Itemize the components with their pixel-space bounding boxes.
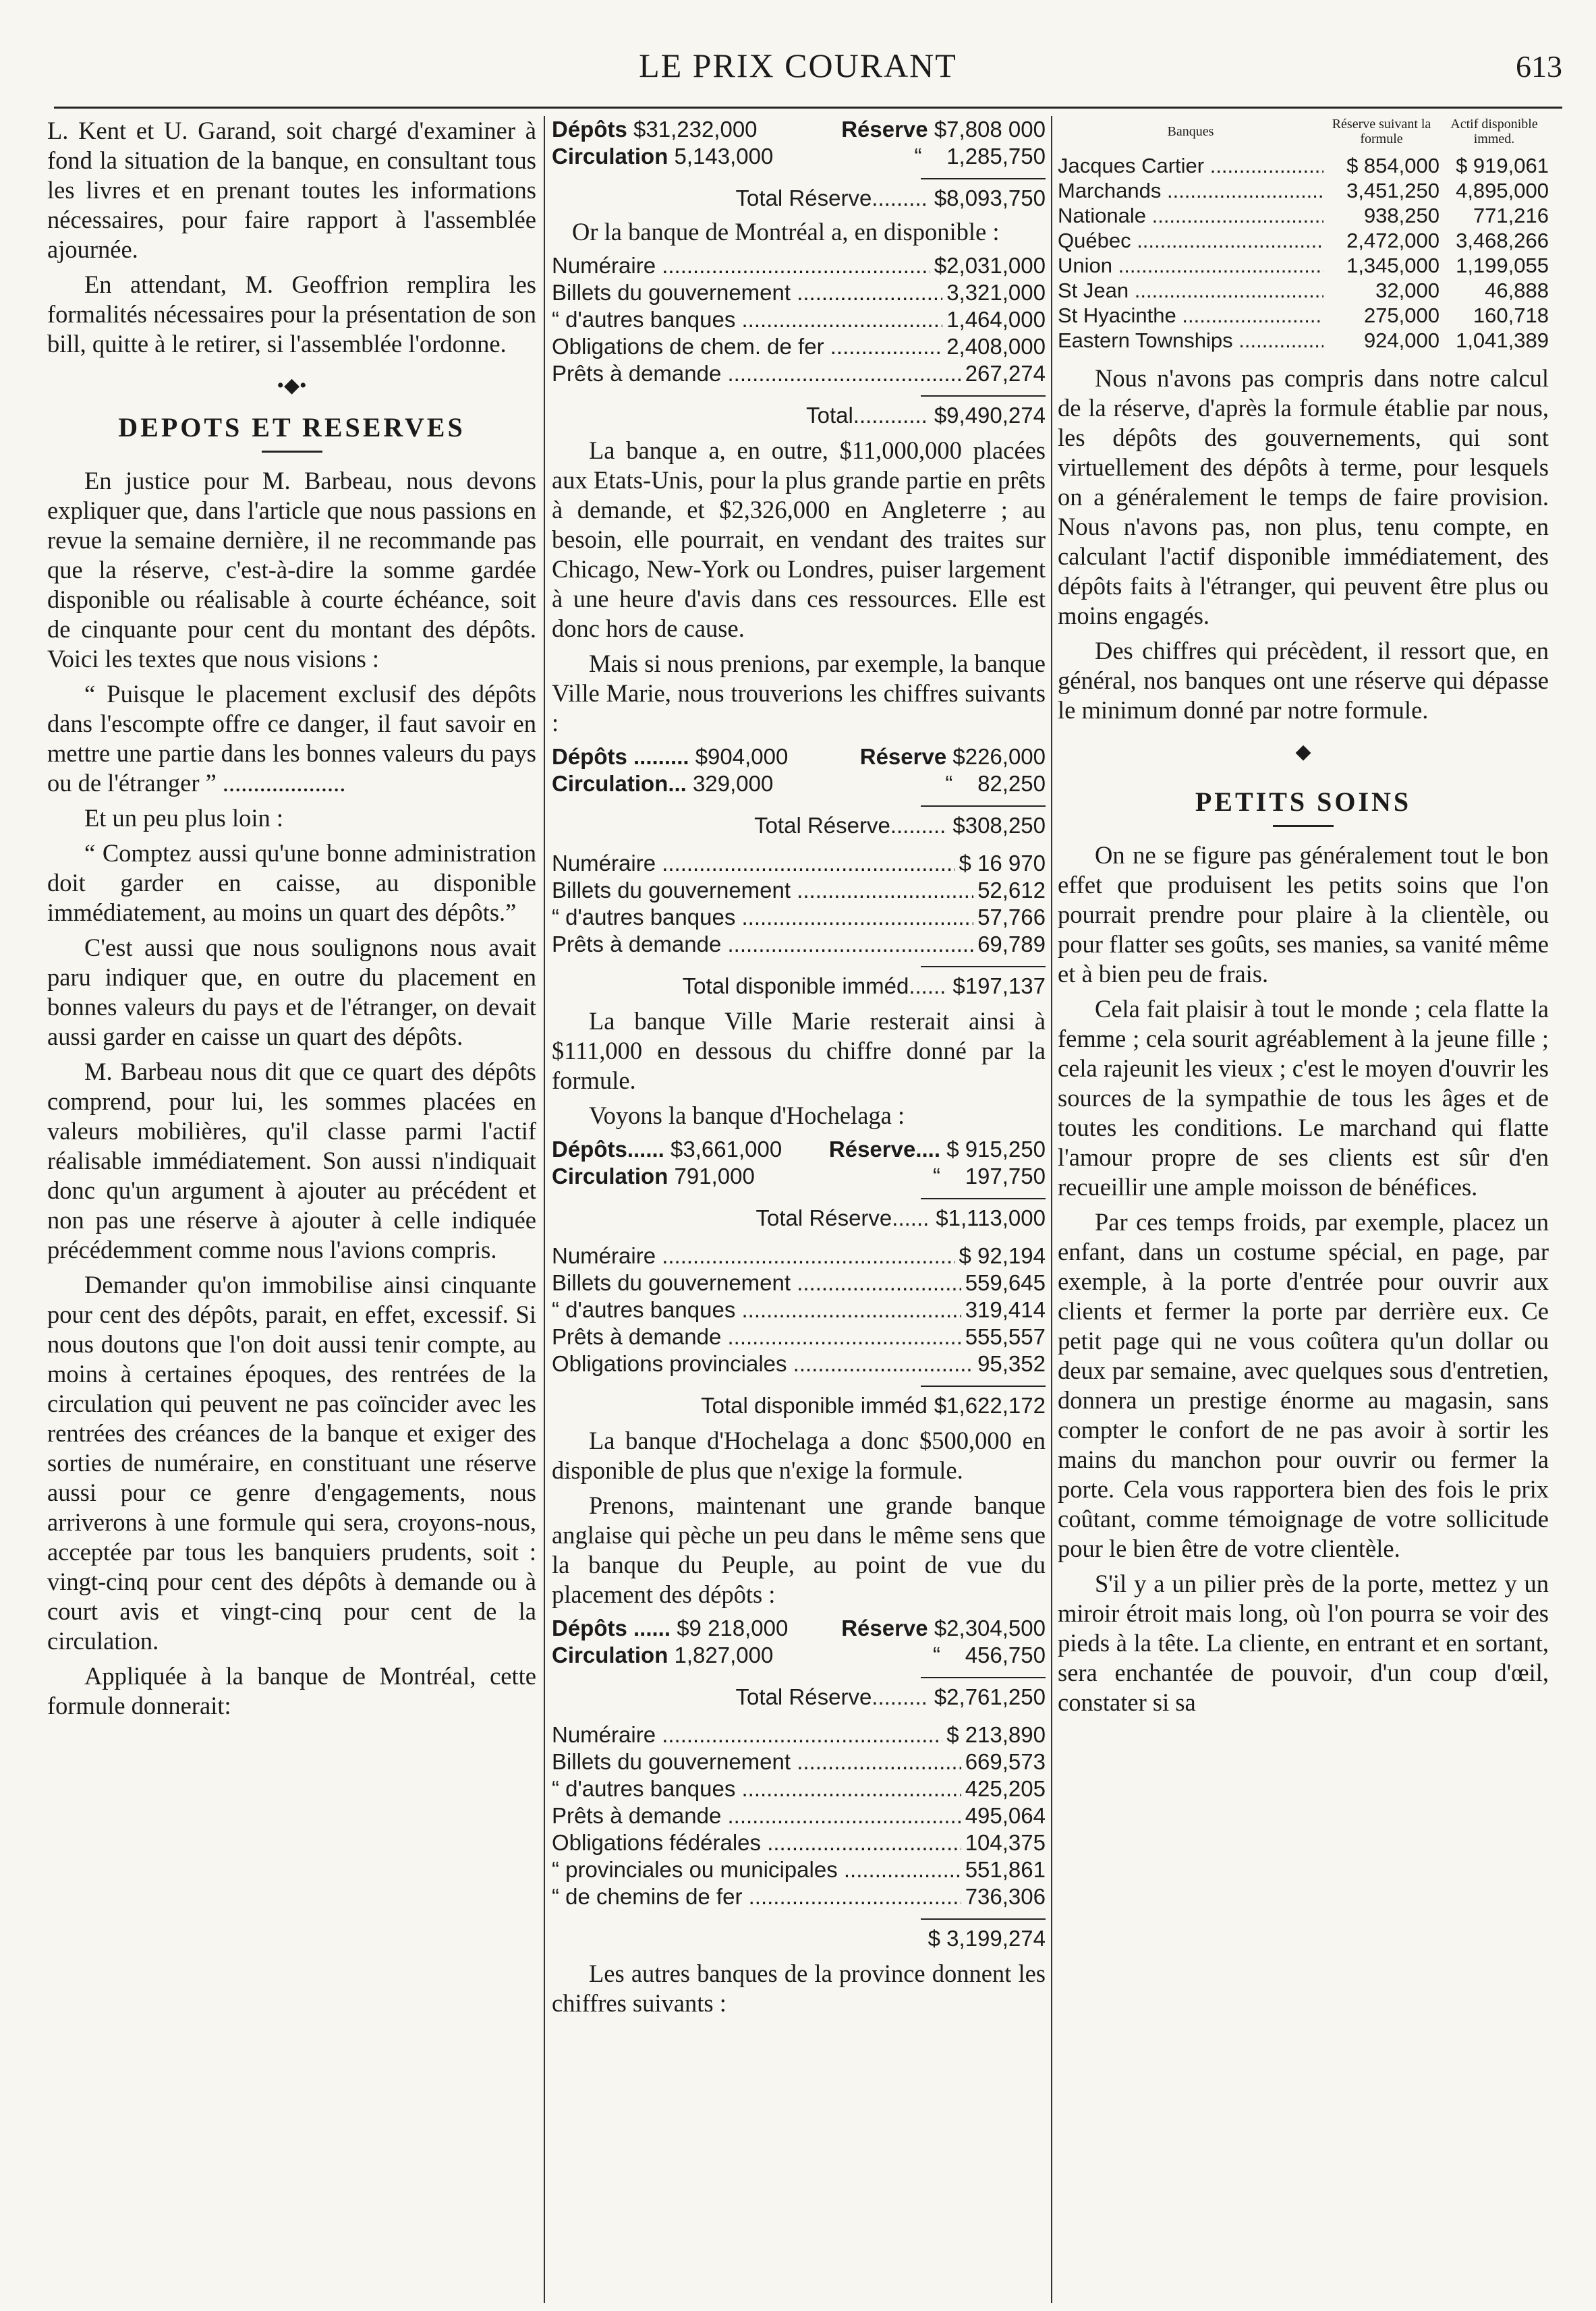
bank-reserve: 1,345,000 (1346, 254, 1440, 277)
paragraph: Et un peu plus loin : (84, 804, 284, 832)
circulation-row: Circulation... 329,000 “ 82,250 (552, 771, 1046, 796)
bank-name: Union ..... (1058, 253, 1323, 278)
row-value: 555,557 (965, 1324, 1046, 1349)
row-value: 2,408,000 (946, 334, 1046, 359)
row-label: “ d'autres banques ..... (552, 306, 942, 333)
total-row: $ 3,199,274 (928, 1926, 1046, 1951)
table-row (552, 1856, 1046, 1883)
row-label: Prêts à demande ..... (552, 931, 973, 958)
row-label: “ de chemins de fer ..... (552, 1883, 961, 1910)
row-value: $ 213,890 (946, 1722, 1046, 1747)
paragraph: C'est aussi que nous soulignons nous avait paru indiquer que, en outre du placement en bonnes valeurs du pays et de l'étranger, on devait aussi garder en caisse un quart des dépôts. (47, 934, 536, 1050)
table-row (552, 1721, 1046, 1748)
table-row (552, 877, 1046, 904)
row-value: 104,375 (965, 1830, 1046, 1855)
row-label: Billets du gouvernement ..... (552, 1748, 961, 1775)
disponible-table (552, 1721, 1046, 1910)
quote: “ Puisque le placement exclusif des dépôts dans l'escompte offre ce danger, il faut savoir en mettre une partie dans les bonnes valeurs du pays ou de l'étranger ” .................... (47, 680, 536, 797)
circulation-row: Circulation 5,143,000 “ 1,285,750 (552, 144, 1046, 169)
bank-reserve: 3,451,250 (1346, 179, 1440, 202)
section-rule (262, 451, 322, 453)
table-row (552, 333, 1046, 360)
table-row (1058, 328, 1549, 353)
table-row (552, 904, 1046, 931)
bank-actif: 771,216 (1473, 204, 1549, 227)
column-divider (544, 116, 545, 2303)
row-value: 736,306 (965, 1884, 1046, 1909)
paragraph: Appliquée à la banque de Montréal, cette formule donnerait: (47, 1662, 536, 1719)
sum-rule (921, 1198, 1046, 1199)
row-label: Obligations de chem. de fer ..... (552, 333, 942, 360)
table-row (552, 1802, 1046, 1829)
row-label: “ d'autres banques ..... (552, 1775, 961, 1802)
circulation-row: Circulation 1,827,000 “ 456,750 (552, 1643, 1046, 1667)
column-divider (1051, 116, 1052, 2303)
row-label: Obligations provinciales ..... (552, 1350, 973, 1377)
col-head-actif: Actif disponible immed. (1450, 117, 1538, 146)
table-row (552, 1829, 1046, 1856)
row-label: “ d'autres banques ..... (552, 904, 973, 931)
paragraph: Les autres banques de la province donnent les chiffres suivants : (552, 1960, 1046, 2017)
paragraph: Mais si nous prenions, par exemple, la banque Ville Marie, nous trouverions les chiffres suivants : (552, 650, 1046, 737)
bank-name: Nationale ..... (1058, 203, 1323, 228)
table-row (552, 1883, 1046, 1910)
row-value: $ 92,194 (959, 1243, 1046, 1268)
paragraph: S'il y a un pilier près de la porte, mettez y un miroir étroit mais long, où l'on pourra se voir des pieds à la tête. La cliente, en entrant et en sortant, sera enchantée de pouvoir, d'un coup d'œil, constater si sa (1058, 1570, 1549, 1716)
disponible-table (552, 1243, 1046, 1377)
table-row (552, 1296, 1046, 1323)
bank-name: St Hyacinthe ..... (1058, 303, 1323, 328)
sum-rule (921, 1386, 1046, 1387)
circulation-row: Circulation 791,000 “ 197,750 (552, 1164, 1046, 1189)
row-label: Prêts à demande ..... (552, 1323, 961, 1350)
table-row (552, 1269, 1046, 1296)
column-1 (47, 116, 536, 2303)
row-label: Billets du gouvernement ..... (552, 279, 942, 306)
disponible-table (552, 850, 1046, 958)
row-value: 669,573 (965, 1749, 1046, 1774)
depots-row: Dépôts $31,232,000 Réserve $7,808 000 (552, 117, 1046, 142)
bank-actif: 1,199,055 (1456, 254, 1549, 277)
column-3 (1058, 116, 1549, 2303)
depots-row: Dépôts ...... $9 218,000 Réserve $2,304,500 (552, 1616, 1046, 1640)
row-value: $2,031,000 (934, 253, 1046, 278)
bank-name: Eastern Townships ..... (1058, 328, 1323, 353)
total-row: Total disponible imméd...... $197,137 (682, 973, 1046, 998)
bank-actif: $ 919,061 (1456, 154, 1549, 177)
bank-reserve: 275,000 (1363, 304, 1440, 327)
paragraph: M. Barbeau nous dit que ce quart des dépôts comprend, pour lui, les sommes placées en valeurs mobilières, qu'il classe parmi l'actif réalisable immédiatement. Son aussi n'indiquait donc qu'un argument à ajouter au précédent et non pas une réserve à ajouter à celle indiquée précédemment comme nous l'avions compris. (47, 1058, 536, 1263)
row-value: 3,321,000 (946, 280, 1046, 305)
depots-row: Dépôts...... $3,661,000 Réserve.... $ 915,250 (552, 1137, 1046, 1162)
row-value: 1,464,000 (946, 307, 1046, 332)
page-header (27, 34, 1569, 108)
disponible-table (552, 252, 1046, 387)
paragraph: Nous n'avons pas compris dans notre calcul de la réserve, d'après la formule établie par nous, les dépôts des gouvernements, qui sont virtuellement des dépôts à terme, pour lesquels on a généralement le temps de faire provision. Nous n'avons pas, non plus, tenu compte, en calculant l'actif disponible immédiatement, des dépôts faits à l'étranger, qui peuvent être plus ou moins engagés. (1058, 364, 1549, 629)
column-2 (552, 116, 1046, 2303)
row-label: Prêts à demande ..... (552, 1802, 961, 1829)
section-title: PETITS SOINS (1195, 787, 1412, 817)
bank-actif: 4,895,000 (1456, 179, 1549, 202)
table-row (552, 279, 1046, 306)
row-value: $ 16 970 (959, 851, 1046, 876)
table-row (1058, 303, 1549, 328)
depots-row: Dépôts ......... $904,000 Réserve $226,000 (552, 744, 1046, 769)
table-row (552, 1748, 1046, 1775)
row-value: 52,612 (977, 878, 1046, 903)
total-reserve-row: Total Réserve......... $308,250 (754, 813, 1046, 838)
table-row (1058, 153, 1549, 178)
quote: “ Comptez aussi qu'une bonne administration doit garder en caisse, au disponible immédiatement, au moins un quart des dépôts.” (47, 839, 536, 926)
header-rule (54, 107, 1562, 109)
row-label: Billets du gouvernement ..... (552, 1269, 961, 1296)
page-number: 613 (1516, 49, 1562, 84)
bank-actif: 46,888 (1485, 279, 1549, 302)
table-row (1058, 253, 1549, 278)
row-value: 551,861 (965, 1857, 1046, 1882)
paragraph: Demander qu'on immobilise ainsi cinquante pour cent des dépôts, parait, en effet, excessif. Si nous doutons que l'on doit aussi tenir compte, au moins à certaines époques, des rentrées de la circulation qui peuvent ne pas coïncider avec les rentrées des créances de la banque et exiger des sorties de numéraire, en constituant une réserve aussi pour ce genre d'engagements, nous arriverons à une formule qui sera, croyons-nous, acceptée par tous les banquiers prudents, soit : vingt-cinq pour cent des dépôts à demande ou à court avis et vingt-cinq pour cent de la circulation. (47, 1271, 536, 1655)
row-value: 319,414 (965, 1297, 1046, 1322)
bank-name: Marchands ..... (1058, 178, 1323, 203)
bank-name: St Jean ..... (1058, 278, 1323, 303)
paragraph: La banque Ville Marie resterait ainsi à $111,000 en dessous du chiffre donné par la formule. (552, 1007, 1046, 1094)
sum-rule (921, 966, 1046, 967)
paragraph: Cela fait plaisir à tout le monde ; cela flatte la femme ; cela sourit agréablement à la jeune fille ; cela rajeunit les vieux ; c'est le moyen d'ouvrir les sources de la sympathie de tous les âges et de toutes les conditions. Le marchand qui flatte l'amour propre de ses clients est sûr d'en recueillir une ample moisson de bénéfices. (1058, 995, 1549, 1201)
paragraph: Par ces temps froids, par exemple, placez un enfant, dans un costume spécial, en page, par exemple, à la porte d'entrée pour ouvrir aux clients et fermer la porte par derrière eux. Ce petit page qui ne vous coûtera qu'un dollar ou deux par semaine, avec quelques sous d'entretien, donnera un prestige énorme au magasin, sans compter le confort de ne pas avoir à sortir les mains du manchon pour ouvrir ou fermer la porte. Cela vous rapportera bien des fois le prix coûtant, comme témoignage de votre sollicitude pour le bien être de votre clientèle. (1058, 1208, 1549, 1562)
row-label: Prêts à demande ..... (552, 360, 961, 387)
col-head-reserve: Réserve suivant la formule (1332, 117, 1431, 146)
bank-reserve: 2,472,000 (1346, 229, 1440, 252)
banks-table (1058, 116, 1549, 353)
row-value: 425,205 (965, 1776, 1046, 1801)
bank-name: Jacques Cartier ..... (1058, 153, 1323, 178)
section-title: DEPOTS ET RESERVES (118, 412, 465, 443)
section-rule (1273, 825, 1334, 827)
newspaper-title: LE PRIX COURANT (639, 47, 957, 84)
bank-reserve: 924,000 (1363, 329, 1440, 352)
row-label: Obligations fédérales ..... (552, 1829, 961, 1856)
total-row: Total............ $9,490,274 (806, 403, 1046, 428)
paragraph: Voyons la banque d'Hochelaga : (589, 1102, 905, 1129)
table-row (1058, 228, 1549, 253)
table-row (552, 1243, 1046, 1269)
table-row (552, 850, 1046, 877)
paragraph: La banque a, en outre, $11,000,000 placées aux Etats-Unis, pour la plus grande partie en prêts à demande, et $2,326,000 en Angleterre ; au besoin, elle pourrait, en vendant des traites sur Chicago, New-York ou Londres, puiser largement à une heure d'avis dans ces ressources. Elle est donc hors de cause. (552, 436, 1046, 642)
sum-rule (921, 178, 1046, 179)
bank-reserve: 32,000 (1375, 279, 1440, 302)
paragraph: L. Kent et U. Garand, soit chargé d'examiner à fond la situation de la banque, en consultant tous les livres et en prenant toutes les informations nécessaires, pour faire rapport à l'assemblée ajournée. (47, 117, 536, 263)
table-row (552, 1775, 1046, 1802)
sum-rule (921, 805, 1046, 807)
row-label: “ provinciales ou municipales ..... (552, 1856, 961, 1883)
bank-name: Québec ..... (1058, 228, 1323, 253)
row-value: 95,352 (977, 1351, 1046, 1376)
paragraph: En justice pour M. Barbeau, nous devons expliquer que, dans l'article que nous passions en revue la semaine dernière, il ne recommande pas que la réserve, c'est-à-dire la somme gardée disponible ou réalisable à courte échéance, soit de cinquante pour cent du montant des dépôts. Voici les textes que nous visions : (47, 467, 536, 673)
bank-actif: 1,041,389 (1456, 329, 1549, 352)
row-value: 267,274 (965, 361, 1046, 386)
row-value: 69,789 (977, 932, 1046, 957)
paragraph: En attendant, M. Geoffrion remplira les formalités nécessaires pour la présentation de son bill, quitte à le retirer, si l'assemblée l'ordonne. (47, 270, 536, 358)
sum-rule (921, 395, 1046, 397)
ornament: •◆• (277, 374, 307, 397)
total-reserve-row: Total Réserve......... $8,093,750 (735, 186, 1046, 210)
bank-reserve: $ 854,000 (1346, 154, 1440, 177)
bank-reserve: 938,250 (1363, 204, 1440, 227)
table-row (552, 1350, 1046, 1377)
ornament: ◆ (1295, 741, 1311, 763)
row-label: Numéraire ..... (552, 1243, 955, 1269)
total-reserve-row: Total Réserve...... $1,113,000 (756, 1205, 1046, 1230)
paragraph: Des chiffres qui précèdent, il ressort que, en général, nos banques ont une réserve qui dépasse le minimum donné par notre formule. (1058, 637, 1549, 724)
table-row (552, 252, 1046, 279)
paragraph: Prenons, maintenant une grande banque anglaise qui pèche un peu dans le même sens que la banque du Peuple, au point de vue du placement des dépôts : (552, 1491, 1046, 1608)
row-label: Numéraire ..... (552, 252, 930, 279)
table-row (1058, 178, 1549, 203)
total-row: Total disponible imméd $1,622,172 (701, 1393, 1046, 1418)
total-reserve-row: Total Réserve......... $2,761,250 (735, 1684, 1046, 1709)
sum-rule (921, 1677, 1046, 1678)
sum-rule (921, 1918, 1046, 1920)
row-label: Billets du gouvernement ..... (552, 877, 973, 904)
paragraph: Or la banque de Montréal a, en disponible : (572, 218, 1000, 246)
row-label: “ d'autres banques ..... (552, 1296, 961, 1323)
table-row (1058, 278, 1549, 303)
row-label: Numéraire ..... (552, 850, 955, 877)
paragraph: La banque d'Hochelaga a donc $500,000 en disponible de plus que n'exige la formule. (552, 1427, 1046, 1484)
row-value: 559,645 (965, 1270, 1046, 1295)
table-row (552, 360, 1046, 387)
row-label: Numéraire ..... (552, 1721, 942, 1748)
row-value: 57,766 (977, 905, 1046, 930)
table-row (552, 931, 1046, 958)
table-row (1058, 203, 1549, 228)
table-row (552, 1323, 1046, 1350)
col-head-banks: Banques (1167, 124, 1214, 139)
bank-actif: 160,718 (1473, 304, 1549, 327)
paragraph: On ne se figure pas généralement tout le bon effet que produisent les petits soins que l'on pourrait prendre pour plaire à la clientèle, ou pour flatter ses goûts, ses manies, sa vanité même et à bien peu de frais. (1058, 841, 1549, 988)
row-value: 495,064 (965, 1803, 1046, 1828)
table-row (552, 306, 1046, 333)
bank-actif: 3,468,266 (1456, 229, 1549, 252)
